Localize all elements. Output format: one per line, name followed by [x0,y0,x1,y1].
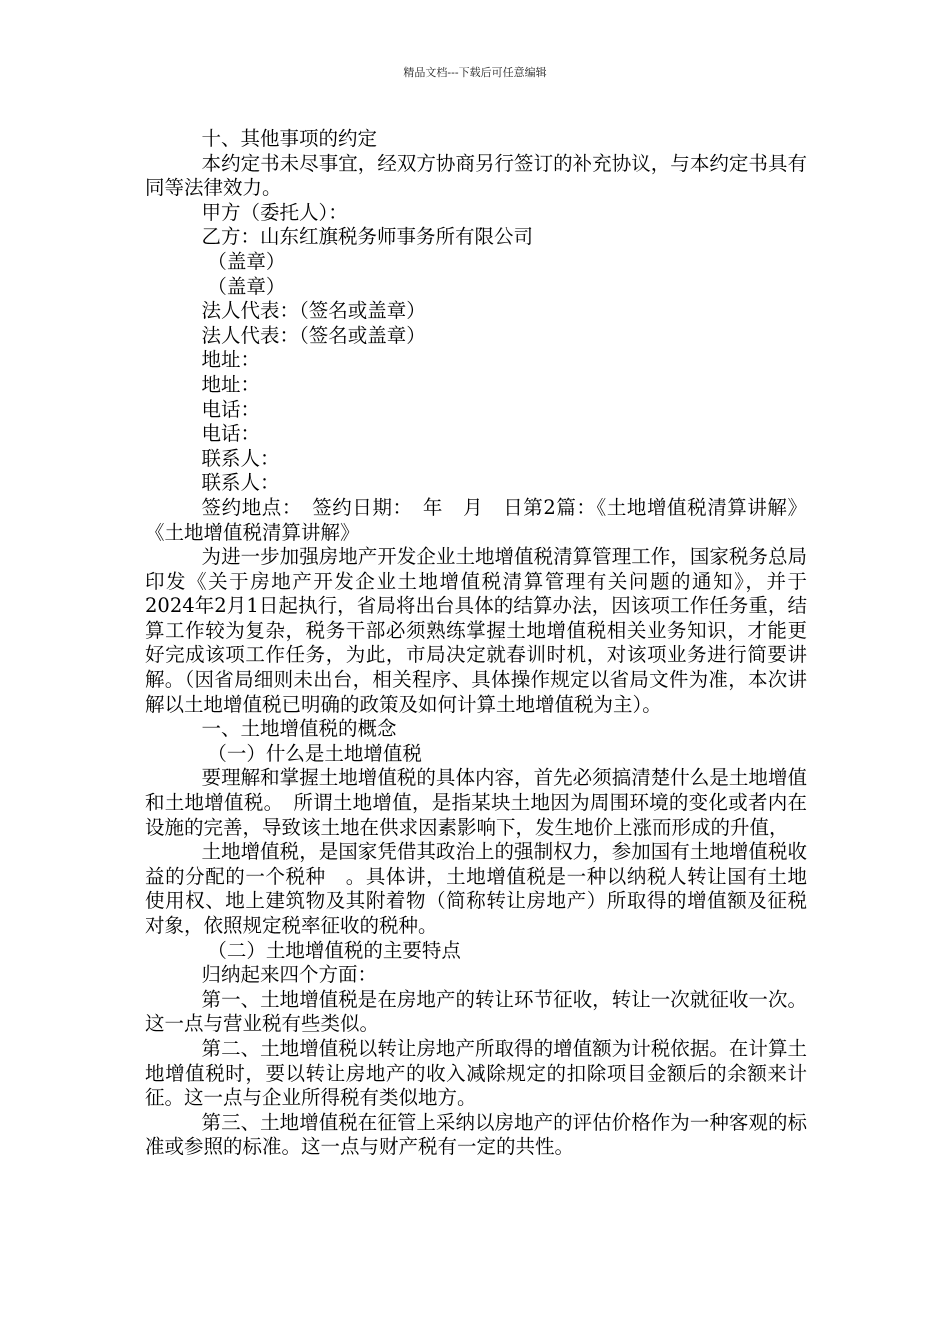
paragraph-feature-3: 第三、土地增值税在征管上采纳以房地产的评估价格作为一种客观的标准或参照的标准。这一点与财产税有一定的共性。 [145,1110,807,1159]
seal-line-2: （盖章） [207,274,286,298]
subsection-heading-what-is: （一）什么是土地增值税 [207,741,422,765]
document-body [145,127,807,1160]
paragraph-feature-2: 第二、土地增值税以转让房地产所取得的增值额为计税依据。在计算土地增值税时，要以转让房地产的收入减除规定的扣除项目金额后的余额来计征。这一点与企业所得税有类似地方。 [145,1036,807,1110]
address-line-2: 地址： [201,372,261,396]
address-line-1: 地址： [201,348,261,372]
contact-line-1: 联系人： [201,446,280,470]
contact-line-2: 联系人： [201,471,280,495]
paragraph-introduction: 为进一步加强房地产开发企业土地增值税清算管理工作，国家税务总局印发《关于房地产开发企业土地增值税清算管理有关问题的通知》，并于2024年2月1日起执行，省局将出台具体的结算办法，因该项工作任务重，结算工作较为复杂，税务干部必须熟练掌握土地增值税相关业务知识，才能更好完成该项工作任务，为此，市局决定就春训时机，对该项业务进行简要讲解。（因省局细则未出台，相关程序、具体操作规定以省局文件为准，本次讲解以土地增值税已明确的政策及如何计算土地增值税为主）。 [145,545,807,716]
section-heading-other-matters: 十、其他事项的约定 [201,127,378,150]
paragraph-summary: 归纳起来四个方面： [201,963,378,987]
signing-info-and-article-title: 签约地点： 签约日期： 年 月 日第2篇：《土地增值税清算讲解》《土地增值税清算讲解》 [145,495,807,544]
party-a-line: 甲方（委托人）： [201,200,348,224]
party-b-line: 乙方：山东红旗税务师事务所有限公司 [201,225,534,249]
legal-representative-line-1: 法人代表：（签名或盖章） [201,299,426,323]
page-header: 精品文档---下载后可任意编辑 [403,66,547,79]
paragraph-land-value-increment-tax: 土地增值税，是国家凭借其政治上的强制权力，参加国有土地增值税收益的分配的一个税种 。具体讲，土地增值税是一种以纳税人转让国有土地使用权、地上建筑物及其附着物（简称转让房地产）所取得的增值额及征税对象，依照规定税率征收的税种。 [145,840,807,937]
legal-representative-line-2: 法人代表：（签名或盖章） [201,323,426,347]
paragraph-land-value-increment: 要理解和掌握土地增值税的具体内容，首先必须搞清楚什么是土地增值和土地增值税。 所谓土地增值，是指某块土地因为周围环境的变化或者内在设施的完善，导致该土地在供求因素影响下，发生地价上涨而形成的升值， [145,766,807,839]
subsection-heading-main-features: （二）土地增值税的主要特点 [207,938,461,962]
paragraph-feature-1: 第一、土地增值税是在房地产的转让环节征收，转让一次就征收一次。这一点与营业税有些类似。 [145,987,807,1036]
phone-line-1: 电话： [201,397,261,421]
section-heading-concept: 一、土地增值税的概念 [201,717,397,741]
phone-line-2: 电话： [201,422,261,446]
paragraph-supplementary-agreement: 本约定书未尽事宜，经双方协商另行签订的补充协议，与本约定书具有同等法律效力。 [145,151,807,200]
seal-line-1: （盖章） [207,249,286,273]
